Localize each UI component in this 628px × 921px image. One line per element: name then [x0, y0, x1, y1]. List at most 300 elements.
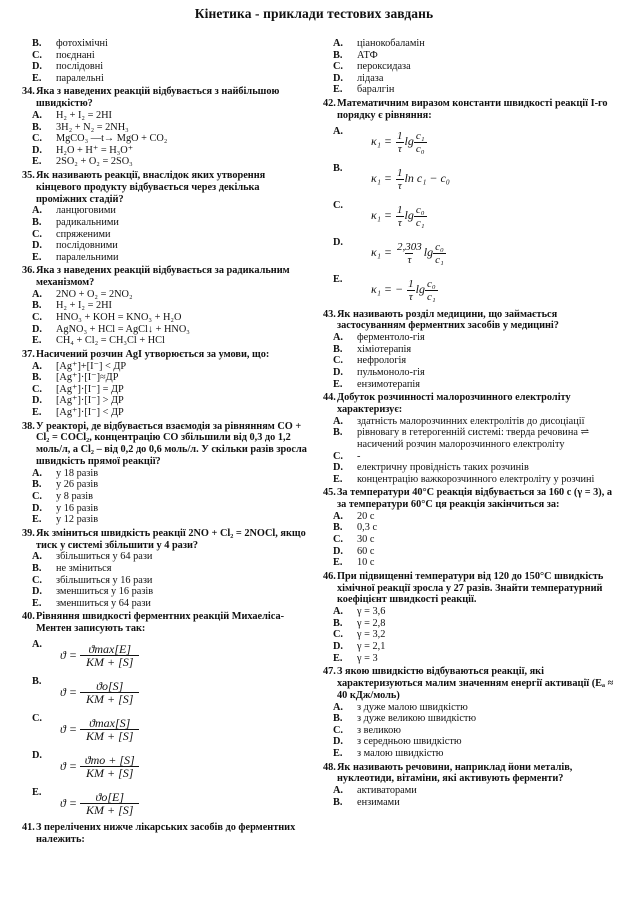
- answer-option: [22, 372, 312, 384]
- question-48: [323, 762, 615, 809]
- answer-option: [323, 702, 615, 714]
- option-letter: E.: [333, 557, 343, 569]
- option-letter: E.: [333, 378, 343, 390]
- option-letter: C.: [32, 312, 43, 324]
- question-text: Як називають речовини, наприклад йони металів, нуклеотиди, вітаміни, які активують ферменти?: [337, 761, 573, 785]
- question-number: 36.: [22, 265, 35, 277]
- question-stem: [22, 822, 312, 846]
- question-stem: [323, 762, 615, 786]
- option-text: γ = 2,8: [357, 617, 386, 629]
- question-number: 34.: [22, 86, 35, 98]
- question-39: [22, 528, 312, 610]
- option-text: рівновагу в гетерогенній системі: тверда речовина ⇌ насичений розчин малорозчинного електроліту: [357, 427, 590, 450]
- option-text: γ = 3,6: [357, 606, 386, 618]
- question-number: 39.: [22, 527, 35, 539]
- answer-option: [323, 725, 615, 737]
- question-35: [22, 170, 312, 263]
- answer-option: [323, 785, 615, 797]
- fraction: [433, 241, 446, 266]
- fraction: [395, 167, 405, 192]
- rate-constant-equation: [361, 124, 427, 155]
- answer-option: [22, 551, 312, 563]
- option-letter: D.: [32, 395, 43, 407]
- answer-option: [22, 217, 312, 229]
- answer-option: [22, 38, 312, 50]
- option-text: 30 с: [357, 534, 375, 546]
- option-text: паралельні: [56, 72, 104, 84]
- option-letter: C.: [32, 383, 43, 395]
- answer-option: [323, 344, 615, 356]
- option-letter: B.: [333, 522, 343, 534]
- question-number: 46.: [323, 570, 336, 582]
- answer-option: [22, 395, 312, 407]
- fraction-numerator: ϑmo + [S]: [84, 752, 135, 767]
- option-text: з малою швидкістю: [357, 747, 444, 759]
- formula-option: [22, 785, 312, 816]
- answer-option: [22, 563, 312, 575]
- page-title: Кінетика - приклади тестових завдань: [194, 6, 434, 21]
- option-text: 2SO₂ + O₂ = 2SO₃: [56, 156, 133, 168]
- answer-option: [22, 503, 312, 515]
- fraction: [395, 204, 405, 229]
- question-46: [323, 571, 615, 664]
- option-letter: A.: [333, 332, 344, 344]
- option-text: збільшиться у 64 рази: [56, 551, 153, 563]
- question-stem: [323, 571, 615, 606]
- fraction-denominator: τ: [408, 290, 413, 303]
- option-text: поєднані: [56, 49, 95, 61]
- option-letter: E.: [333, 273, 343, 285]
- option-text: нефрологія: [357, 355, 407, 367]
- rate-constant-equation: [361, 235, 446, 266]
- answer-option: [323, 713, 615, 725]
- question-number: 44.: [323, 392, 336, 404]
- option-letter: E.: [32, 514, 42, 526]
- fraction-numerator: 1: [397, 129, 403, 142]
- answer-option: [323, 474, 615, 486]
- fraction-denominator: c₀: [415, 142, 425, 155]
- answer-option: [22, 407, 312, 419]
- question-number: 37.: [22, 348, 35, 360]
- answer-option: [22, 252, 312, 264]
- option-text: 20 с: [357, 510, 375, 522]
- answer-option: [323, 332, 615, 344]
- answer-option: [323, 462, 615, 474]
- option-letter: B.: [333, 162, 343, 174]
- answer-option: [22, 61, 312, 73]
- option-letter: A.: [32, 288, 43, 300]
- answer-option: [22, 598, 312, 610]
- option-text: [Ag⁺]·[I⁻] < ДР: [56, 407, 124, 419]
- rate-equation: [60, 637, 139, 668]
- answer-option: [323, 50, 615, 62]
- fraction-denominator: τ: [407, 253, 412, 266]
- answer-option: [22, 324, 312, 336]
- question-text: Насичений розчин AgI утворюється за умови, що:: [36, 348, 270, 360]
- option-text: баралгін: [357, 84, 395, 96]
- answer-option: [323, 557, 615, 569]
- option-text: H₂ + I₂ = 2HI: [56, 300, 112, 312]
- equation-lhs: κ₁ =: [371, 171, 393, 186]
- option-letter: C.: [333, 199, 344, 211]
- question-37: [22, 349, 312, 419]
- option-text: у 18 разів: [56, 467, 99, 479]
- option-letter: C.: [32, 49, 43, 61]
- question-number: 42.: [323, 97, 336, 109]
- fraction: [80, 791, 139, 816]
- question-number: 45.: [323, 487, 336, 499]
- option-letter: B.: [32, 372, 42, 384]
- option-letter: D.: [32, 61, 43, 73]
- answer-option: [22, 145, 312, 157]
- option-text: електричну провідність таких розчинів: [357, 462, 529, 474]
- option-letter: E.: [333, 473, 343, 485]
- option-letter: A.: [32, 109, 43, 121]
- answer-option: [323, 522, 615, 534]
- question-44: [323, 392, 615, 485]
- option-letter: A.: [32, 360, 43, 372]
- fraction-denominator: KM + [S]: [80, 655, 139, 668]
- option-letter: B.: [32, 216, 42, 228]
- rate-equation: [60, 711, 139, 742]
- option-letter: A.: [333, 415, 344, 427]
- equation-lhs: κ₁ =: [371, 245, 393, 260]
- equation-operator: lg: [404, 134, 414, 149]
- answer-option: [22, 205, 312, 217]
- option-text: послідовні: [56, 61, 104, 73]
- question-number: 38.: [22, 420, 35, 432]
- option-letter: A.: [32, 638, 43, 650]
- option-text: з дуже малою швидкістю: [357, 701, 468, 713]
- answer-option: [323, 511, 615, 523]
- fraction-numerator: ϑmax[E]: [88, 641, 131, 656]
- option-letter: E.: [32, 335, 42, 347]
- option-text: пероксидаза: [357, 61, 411, 73]
- option-letter: B.: [333, 713, 343, 725]
- option-letter: A.: [32, 205, 43, 217]
- question-stem: [22, 421, 312, 468]
- option-text: ланцюговими: [56, 205, 116, 217]
- fraction-denominator: τ: [397, 216, 402, 229]
- option-letter: D.: [333, 736, 344, 748]
- answer-option: [323, 416, 615, 428]
- fraction-numerator: 2,303: [397, 240, 422, 253]
- option-letter: C.: [333, 61, 344, 73]
- rate-equation: [60, 748, 139, 779]
- option-text: радикальними: [56, 216, 119, 228]
- equation-lhs: κ₁ = −: [371, 282, 404, 297]
- option-text: АТФ: [357, 49, 378, 61]
- option-letter: E.: [32, 156, 42, 168]
- fraction: [395, 130, 405, 155]
- option-text: γ = 2,1: [357, 641, 386, 653]
- option-letter: E.: [32, 786, 42, 798]
- answer-option: [323, 427, 615, 450]
- option-text: з середньою швидкістю: [357, 736, 462, 748]
- question-41: [22, 822, 312, 846]
- option-letter: B.: [32, 38, 42, 49]
- answer-option: [323, 38, 615, 50]
- option-text: пульмоноло-гія: [357, 366, 425, 378]
- answer-option: [323, 379, 615, 391]
- rate-equation: [60, 785, 139, 816]
- option-text: 3H₂ + N₂ = 2NH₃: [56, 121, 129, 133]
- option-letter: B.: [333, 796, 343, 808]
- fraction-numerator: c₀: [435, 240, 444, 253]
- question-stem: [22, 349, 312, 361]
- option-letter: B.: [333, 427, 343, 439]
- answer-option: [323, 451, 615, 463]
- question-stem: [22, 528, 312, 552]
- answer-option: [22, 240, 312, 252]
- question-number: 40.: [22, 611, 35, 623]
- equation-operator: lg: [415, 282, 425, 297]
- fraction: [406, 278, 416, 303]
- question-33-continued: [22, 38, 312, 84]
- option-letter: D.: [333, 545, 344, 557]
- option-text: ціанокобаламін: [357, 38, 425, 49]
- option-text: збільшиться у 16 рази: [56, 574, 153, 586]
- answer-option: [22, 300, 312, 312]
- question-text: Добуток розчинності малорозчинного електроліту характеризує:: [337, 392, 571, 415]
- option-text: послідовними: [56, 240, 118, 252]
- option-letter: B.: [333, 343, 343, 355]
- answer-option: [323, 797, 615, 809]
- option-text: ензимотерапія: [357, 378, 420, 390]
- fraction-denominator: τ: [397, 179, 402, 192]
- answer-option: [323, 73, 615, 85]
- rate-constant-equation: [361, 272, 438, 303]
- fraction-numerator: c₀: [426, 277, 436, 290]
- answer-option: [323, 61, 615, 73]
- fraction-numerator: c₀: [415, 203, 425, 216]
- answer-option: [22, 133, 312, 145]
- formula-option: [22, 711, 312, 742]
- answer-option: [22, 312, 312, 324]
- option-text: [Ag⁺]·[I⁻] = ДР: [56, 383, 124, 395]
- answer-option: [22, 335, 312, 347]
- option-letter: A.: [333, 606, 344, 618]
- option-letter: E.: [32, 597, 42, 609]
- formula-option: [22, 637, 312, 668]
- option-text: -: [357, 450, 361, 462]
- option-letter: C.: [32, 574, 43, 586]
- option-text: γ = 3: [357, 652, 378, 664]
- option-letter: E.: [333, 747, 343, 759]
- option-text: з дуже великою швидкістю: [357, 713, 477, 725]
- option-text: ферментоло-гія: [357, 332, 425, 344]
- option-letter: D.: [32, 323, 43, 335]
- option-text: здатність малорозчинних електролітів до дисоціації: [357, 415, 585, 427]
- formula-option: [323, 235, 615, 266]
- option-text: 0,3 с: [357, 522, 378, 534]
- question-43: [323, 309, 615, 391]
- question-text: Математичним виразом константи швидкості реакції І-го порядку є рівняння:: [337, 97, 608, 121]
- fraction: [80, 717, 139, 742]
- fraction-denominator: τ: [397, 142, 402, 155]
- answer-option: [22, 384, 312, 396]
- answer-option: [22, 122, 312, 134]
- question-stem: [22, 86, 312, 110]
- answer-option: [323, 736, 615, 748]
- option-letter: A.: [32, 551, 43, 563]
- option-text: хіміотерапія: [357, 343, 412, 355]
- option-text: зменшиться у 64 рази: [56, 597, 151, 609]
- equation-operator: ln c₁ − c₀: [404, 171, 450, 186]
- option-letter: C.: [333, 629, 344, 641]
- option-letter: A.: [333, 125, 344, 137]
- fraction: [80, 754, 139, 779]
- option-text: у 8 разів: [56, 491, 93, 502]
- option-text: активаторами: [357, 785, 417, 797]
- option-text: 60 с: [357, 545, 375, 557]
- option-text: 10 с: [357, 557, 375, 569]
- equation-lhs: ϑ =: [60, 647, 77, 662]
- option-text: у 26 разів: [56, 479, 99, 491]
- fraction-numerator: 1: [397, 166, 403, 179]
- formula-option: [323, 124, 615, 155]
- answer-option: [22, 73, 312, 85]
- option-text: [Ag⁺]·[I⁻]≈ДР: [56, 372, 119, 384]
- option-letter: D.: [32, 502, 43, 514]
- option-text: не зміниться: [56, 562, 112, 574]
- option-letter: A.: [333, 510, 344, 522]
- option-letter: D.: [333, 366, 344, 378]
- question-stem: [22, 170, 312, 205]
- option-letter: A.: [333, 701, 344, 713]
- answer-option: [22, 491, 312, 503]
- option-letter: C.: [32, 228, 43, 240]
- formula-option: [323, 198, 615, 229]
- option-text: лідаза: [357, 72, 384, 84]
- answer-option: [323, 534, 615, 546]
- equation-lhs: κ₁ =: [371, 134, 393, 149]
- option-text: MgCO₃ —t→ MgO + CO₂: [56, 133, 168, 145]
- answer-option: [323, 653, 615, 665]
- fraction: [395, 241, 424, 266]
- question-34: [22, 86, 312, 168]
- option-letter: D.: [333, 462, 344, 474]
- option-letter: D.: [32, 749, 43, 761]
- question-text: З перелічених нижче лікарських засобів до ферментних належить:: [36, 821, 296, 845]
- option-letter: C.: [32, 491, 43, 502]
- rate-constant-equation: [361, 161, 450, 192]
- option-text: 2NO + O₂ = 2NO₂: [56, 288, 133, 300]
- fraction-numerator: 1: [397, 203, 403, 216]
- question-41-continued: [323, 38, 615, 96]
- option-letter: C.: [32, 712, 43, 724]
- equation-lhs: ϑ =: [60, 758, 77, 773]
- answer-option: [323, 546, 615, 558]
- answer-option: [22, 514, 312, 526]
- question-number: 48.: [323, 761, 336, 773]
- question-38: [22, 421, 312, 526]
- fraction-denominator: KM + [S]: [80, 766, 139, 779]
- question-text: Як називають реакції, внаслідок яких утворення кінцевого продукту відбувається через декілька проміжних стадій?: [36, 169, 266, 205]
- equation-lhs: ϑ =: [60, 684, 77, 699]
- equation-operator: lg: [423, 245, 434, 260]
- question-stem: [323, 392, 615, 416]
- option-letter: B.: [333, 49, 343, 61]
- option-letter: D.: [32, 144, 43, 156]
- formula-option: [323, 272, 615, 303]
- option-letter: C.: [333, 450, 344, 462]
- option-letter: C.: [333, 355, 344, 367]
- option-letter: B.: [32, 121, 42, 133]
- right-column: [323, 38, 615, 810]
- option-text: AgNO₃ + HCl = AgCl↓ + HNO₃: [56, 323, 190, 335]
- option-text: з великою: [357, 724, 401, 736]
- question-text: Яка з наведених реакцій відбувається з найбільшою швидкістю?: [36, 86, 280, 110]
- answer-option: [22, 468, 312, 480]
- answer-option: [323, 641, 615, 653]
- answer-option: [323, 84, 615, 96]
- answer-option: [22, 575, 312, 587]
- option-letter: D.: [333, 641, 344, 653]
- option-text: спряженими: [56, 228, 111, 240]
- answer-option: [22, 156, 312, 168]
- option-letter: C.: [333, 724, 344, 736]
- answer-option: [323, 606, 615, 618]
- fraction-denominator: KM + [S]: [80, 803, 139, 816]
- question-stem: [323, 309, 615, 333]
- fraction-numerator: ϑmax[S]: [89, 715, 131, 730]
- formula-option: [323, 161, 615, 192]
- fraction: [414, 130, 427, 155]
- option-text: CH₄ + Cl₂ = CH₃Cl + HCl: [56, 335, 165, 347]
- fraction: [425, 278, 438, 303]
- option-text: [Ag⁺]·[I⁻] > ДР: [56, 395, 124, 407]
- fraction-denominator: KM + [S]: [80, 692, 139, 705]
- fraction-denominator: KM + [S]: [80, 729, 139, 742]
- option-letter: D.: [32, 240, 43, 252]
- question-number: 43.: [323, 308, 336, 320]
- option-letter: C.: [32, 133, 43, 145]
- option-letter: E.: [32, 407, 42, 419]
- question-text: Рівняння швидкості ферментних реакцій Михаеліса-Ментен записують так:: [36, 611, 285, 635]
- option-letter: B.: [32, 562, 42, 574]
- fraction: [414, 204, 427, 229]
- answer-option: [323, 355, 615, 367]
- equation-lhs: κ₁ =: [371, 208, 393, 223]
- option-text: H₂ + I₂ = 2HI: [56, 109, 112, 121]
- option-text: фотохімічні: [56, 38, 108, 49]
- fraction-numerator: 1: [408, 277, 414, 290]
- option-text: паралельними: [56, 251, 119, 263]
- option-letter: D.: [32, 586, 43, 598]
- fraction-denominator: c₁: [435, 253, 444, 266]
- option-letter: B.: [32, 479, 42, 491]
- fraction-denominator: c₁: [426, 290, 436, 303]
- answer-option: [323, 618, 615, 630]
- question-text: У реакторі, де відбувається взаємодія за рівнянням CO + Cl₂ = COCl₂, концентрацію CO збільшили від 0,3 до 1,2 моль/л, а Cl₂ – від 0,2 до 0,6 моль/л. У скільки разів зросла швидкість прямої реакції?: [36, 420, 307, 468]
- answer-option: [323, 748, 615, 760]
- fraction-numerator: c₁: [415, 129, 425, 142]
- fraction: [80, 643, 139, 668]
- answer-option: [323, 629, 615, 641]
- question-stem: [323, 98, 615, 122]
- answer-option: [22, 361, 312, 373]
- answer-option: [22, 229, 312, 241]
- question-text: За температури 40°C реакція відбувається за 160 с (γ = 3), а за температури 60°C ця реакція закінчиться за:: [337, 487, 613, 511]
- answer-option: [323, 367, 615, 379]
- option-letter: E.: [333, 84, 343, 96]
- answer-option: [22, 479, 312, 491]
- option-text: концентрацію важкорозчинного електроліту у розчині: [357, 473, 595, 485]
- question-text: Яка з наведених реакцій відбувається за радикальним механізмом?: [36, 265, 290, 289]
- fraction-numerator: ϑo[E]: [95, 789, 124, 804]
- question-stem: [323, 666, 615, 701]
